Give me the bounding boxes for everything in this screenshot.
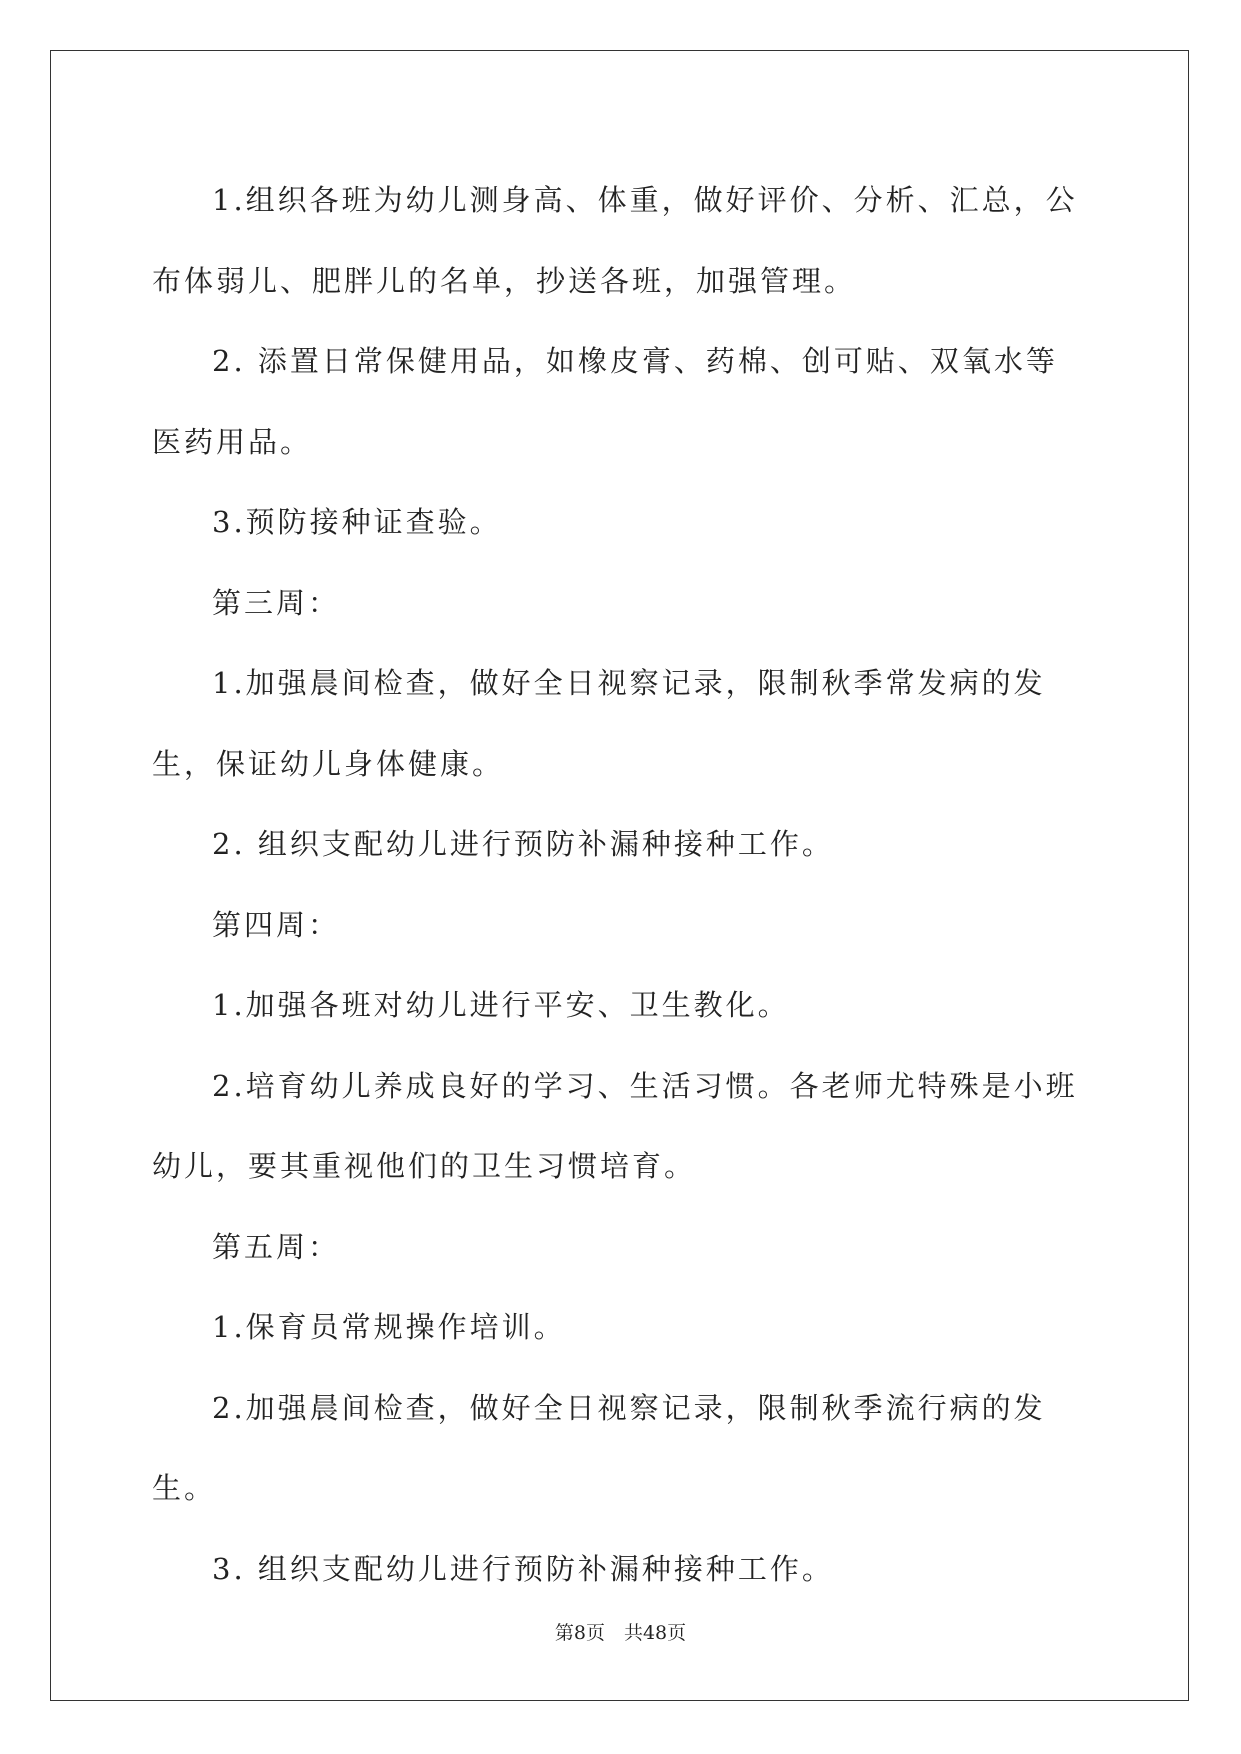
paragraph: 1.保育员常规操作培训。: [212, 1310, 566, 1344]
paragraph: 1.加强晨间检查，做好全日视察记录，限制秋季常发病的发生，保证幼儿身体健康。: [152, 666, 1046, 781]
paragraph: 1.加强各班对幼儿进行平安、卫生教化。: [212, 988, 790, 1022]
paragraph: 2.培育幼儿养成良好的学习、生活习惯。各老师尤特殊是小班幼儿，要其重视他们的卫生习惯培育。: [152, 1068, 1078, 1183]
section-heading: 第四周：: [212, 907, 341, 942]
page-footer: 第8页 共48页: [554, 1622, 687, 1644]
paragraph: 2. 添置日常保健用品，如橡皮膏、药棉、创可贴、双氧水等医药用品。: [152, 344, 1058, 459]
paragraph: 1.组织各班为幼儿测身高、体重，做好评价、分析、汇总，公布体弱儿、肥胖儿的名单，抄送各班，加强管理。: [152, 183, 1078, 298]
paragraph: 3. 组织支配幼儿进行预防补漏种接种工作。: [212, 1551, 834, 1586]
section-heading: 第三周：: [212, 585, 341, 620]
paragraph: 2.加强晨间检查，做好全日视察记录，限制秋季流行病的发生。: [152, 1390, 1046, 1505]
paragraph: 3.预防接种证查验。: [212, 505, 502, 539]
section-heading: 第五周：: [212, 1229, 341, 1264]
paragraph: 2. 组织支配幼儿进行预防补漏种接种工作。: [212, 827, 834, 861]
document-body: [152, 160, 1087, 1609]
